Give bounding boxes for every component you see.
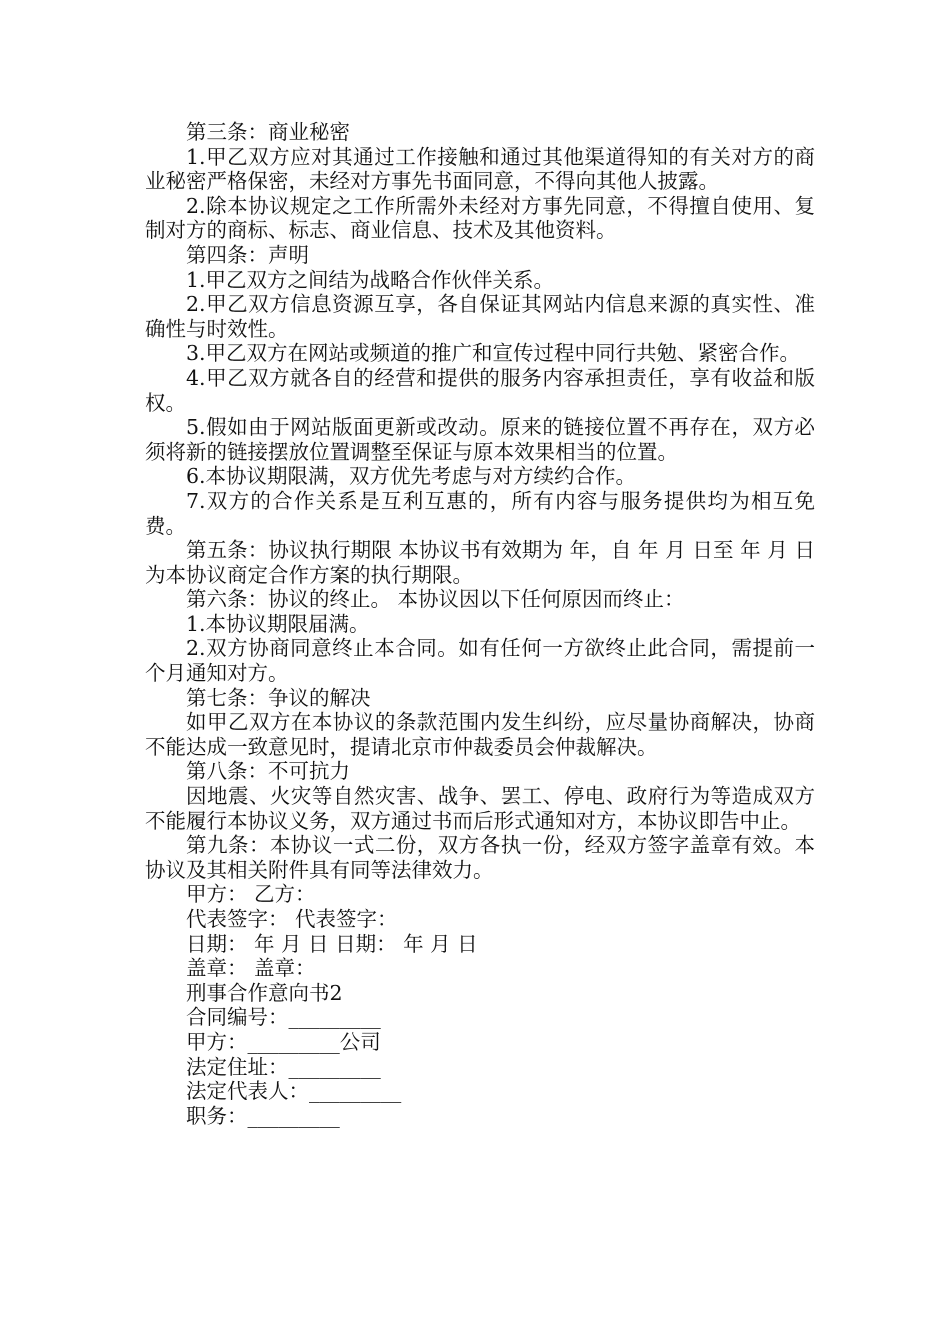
article-4-clause-7: 7.双方的合作关系是互利互惠的，所有内容与服务提供均为相互免费。 <box>145 488 815 538</box>
contract-number-field: 合同编号：_________ <box>186 1005 381 1030</box>
article-4-clause-6: 6.本协议期限满，双方优先考虑与对方续约合作。 <box>186 464 637 489</box>
article-8-heading: 第八条：不可抗力 <box>186 759 350 784</box>
position-field: 职务：_________ <box>186 1103 340 1128</box>
article-6-heading: 第六条：协议的终止。 本协议因以下任何原因而终止： <box>186 587 685 612</box>
article-4-clause-1: 1.甲乙双方之间结为战略合作伙伴关系。 <box>186 267 555 292</box>
article-4-clause-2: 2.甲乙双方信息资源互享，各自保证其网站内信息来源的真实性、准确性与时效性。 <box>145 292 815 341</box>
article-3-clause-1: 1.甲乙双方应对其通过工作接触和通过其他渠道得知的有关对方的商业秘密严格保密，未经对方事先书面同意，不得向其他人披露。 <box>145 144 815 194</box>
article-4-clause-4: 4.甲乙双方就各自的经营和提供的服务内容承担责任，享有收益和版权。 <box>145 365 815 415</box>
signature-line: 代表签字： 代表签字： <box>186 907 398 931</box>
article-6-clause-1: 1.本协议期限届满。 <box>186 611 370 636</box>
article-9: 第九条：本协议一式二份，双方各执一份，经双方签字盖章有效。本协议及其相关附件具有同等法律效力。 <box>145 833 815 882</box>
article-7-body: 如甲乙双方在本协议的条款范围内发生纠纷，应尽量协商解决，协商不能达成一致意见时，提请北京市仲裁委员会仲裁解决。 <box>145 710 815 759</box>
seal-line: 盖章： 盖章： <box>186 956 316 981</box>
date-line: 日期： 年 月 日 日期： 年 月 日 <box>186 931 478 956</box>
article-8-body: 因地震、火灾等自然灾害、战争、罢工、停电、政府行为等造成双方不能履行本协议义务，双方通过书而后形式通知对方，本协议即告中止。 <box>145 784 815 833</box>
article-4-heading: 第四条：声明 <box>186 242 309 267</box>
party-a-company-field: 甲方：_________公司 <box>186 1029 381 1054</box>
second-document-title: 刑事合作意向书2 <box>186 980 343 1005</box>
legal-representative-field: 法定代表人：_________ <box>186 1079 402 1104</box>
article-4-clause-5: 5.假如由于网站版面更新或改动。原来的链接位置不再存在，双方必须将新的链接摆放位置调整至保证与原本效果相当的位置。 <box>145 415 815 464</box>
article-6-clause-2: 2.双方协商同意终止本合同。如有任何一方欲终止此合同，需提前一个月通知对方。 <box>145 636 815 686</box>
article-3-clause-2: 2.除本协议规定之工作所需外未经对方事先同意，不得擅自使用、复制对方的商标、标志、商业信息、技术及其他资料。 <box>145 193 815 243</box>
document-body <box>145 120 815 1128</box>
party-line: 甲方： 乙方： <box>186 882 316 907</box>
article-5: 第五条：协议执行期限 本协议书有效期为 年，自 年 月 日至 年 月 日为本协议商定合作方案的执行期限。 <box>145 538 815 587</box>
article-4-clause-3: 3.甲乙双方在网站或频道的推广和宣传过程中同行共勉、紧密合作。 <box>186 341 801 366</box>
article-3-heading: 第三条：商业秘密 <box>186 120 350 144</box>
legal-address-field: 法定住址：_________ <box>186 1054 381 1079</box>
article-7-heading: 第七条：争议的解决 <box>186 685 371 710</box>
